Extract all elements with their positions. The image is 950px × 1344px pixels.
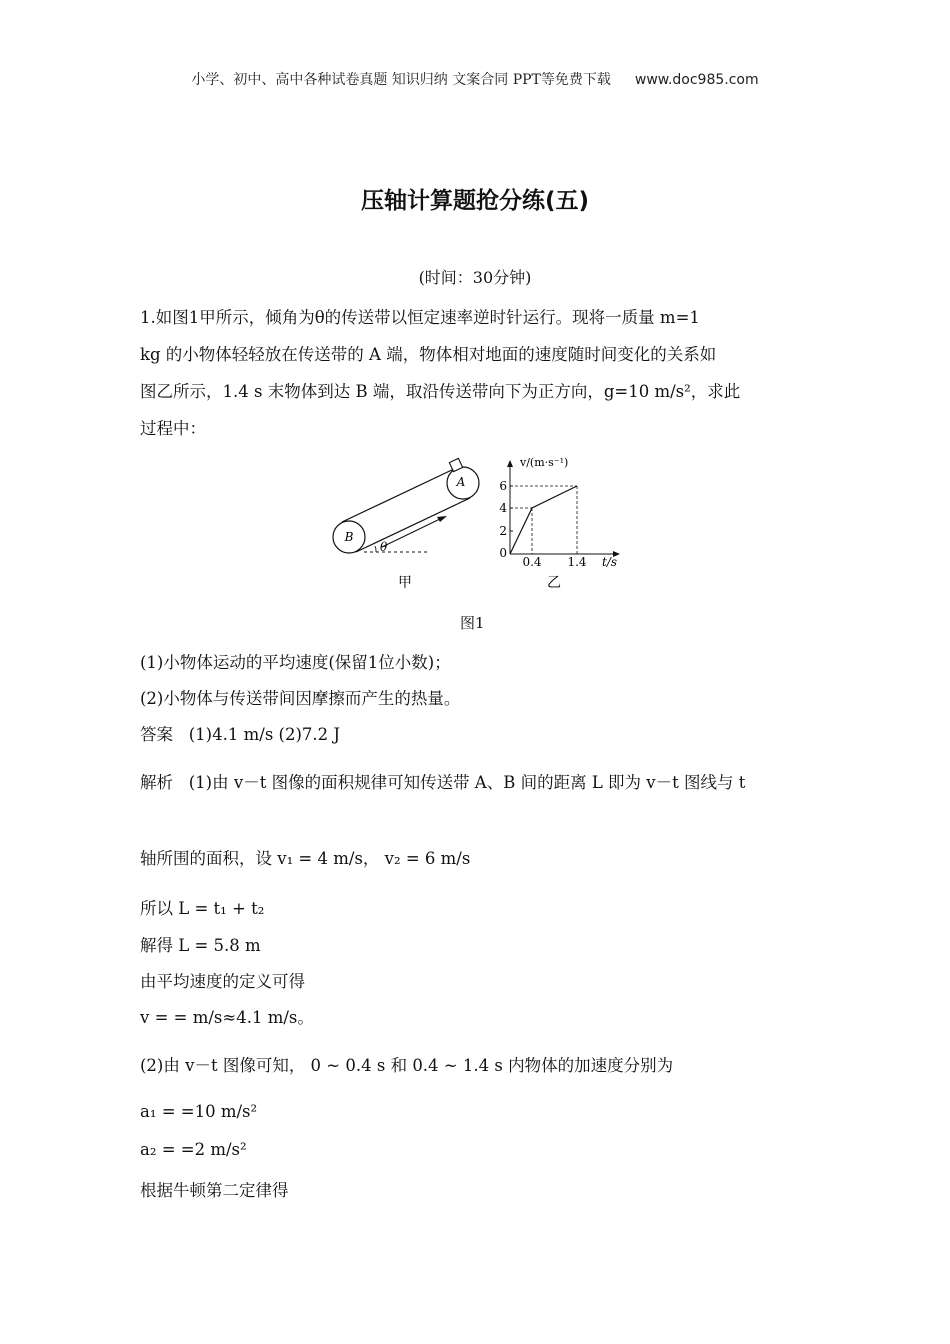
page-title: 压轴计算题抢分练(五) bbox=[360, 188, 590, 214]
y-tick-0: 0 bbox=[499, 546, 507, 560]
belt-bottom bbox=[356, 498, 470, 552]
velocity-line bbox=[510, 486, 577, 554]
x-tick-1-4: 1.4 bbox=[567, 555, 587, 569]
motion-arrow bbox=[382, 518, 442, 547]
y-axis-arrow bbox=[507, 460, 513, 467]
problem-line-4: 过程中： bbox=[140, 419, 206, 438]
analysis-line-1 bbox=[140, 769, 745, 793]
analysis-line-4: 解得 L = 5.8 m bbox=[140, 936, 261, 955]
x-axis-label: t/s bbox=[602, 555, 618, 569]
y-tick-2: 2 bbox=[499, 524, 507, 538]
caption-yi: 乙 bbox=[547, 575, 561, 591]
answer-label: 答案 bbox=[140, 725, 173, 744]
question-1: (1)小物体运动的平均速度(保留1位小数)； bbox=[140, 653, 451, 672]
figure-caption: 图1 bbox=[460, 614, 485, 632]
problem-line-1: 1.如图1甲所示，倾角为θ的传送带以恒定速率逆时针运行。现将一质量 m=1 bbox=[140, 308, 700, 327]
analysis-line-5: 由平均速度的定义可得 bbox=[140, 972, 305, 991]
caption-jia: 甲 bbox=[398, 575, 412, 591]
arrowhead bbox=[437, 516, 447, 522]
label-theta: θ bbox=[380, 540, 388, 554]
figure-1 bbox=[320, 450, 640, 600]
label-b: B bbox=[344, 530, 354, 544]
problem-line-2: kg 的小物体轻轻放在传送带的 A 端，物体相对地面的速度随时间变化的关系如 bbox=[140, 345, 717, 364]
y-tick-4: 4 bbox=[499, 501, 507, 515]
analysis-line-9: a₂ = =2 m/s² bbox=[140, 1140, 247, 1159]
analysis-line-6: v = = m/s≈4.1 m/s。 bbox=[140, 1008, 314, 1027]
page-header bbox=[0, 69, 950, 89]
y-axis-label: v/(m·s⁻¹) bbox=[520, 456, 569, 469]
x-tick-0-4: 0.4 bbox=[522, 555, 542, 569]
question-2: (2)小物体与传送带间因摩擦而产生的热量。 bbox=[140, 689, 461, 708]
belt-top bbox=[342, 468, 456, 522]
vt-graph bbox=[499, 456, 620, 591]
answer-line bbox=[140, 721, 340, 745]
angle-arc bbox=[375, 546, 376, 552]
time-note: (时间：30分钟) bbox=[418, 268, 532, 287]
analysis-line-3: 所以 L = t₁ + t₂ bbox=[140, 899, 265, 918]
answer-text: (1)4.1 m/s (2)7.2 J bbox=[188, 725, 340, 744]
header-url[interactable]: www.doc985.com bbox=[634, 72, 759, 88]
conveyor-diagram bbox=[333, 458, 479, 591]
header-text: 小学、初中、高中各种试卷真题 知识归纳 文案合同 PPT等免费下载 bbox=[191, 72, 611, 88]
analysis-line-2: 轴所围的面积，设 v₁ = 4 m/s， v₂ = 6 m/s bbox=[140, 849, 471, 868]
problem-line-3: 图乙所示，1.4 s 末物体到达 B 端，取沿传送带向下为正方向，g=10 m/s²，求此 bbox=[140, 382, 741, 401]
analysis-line-7: (2)由 v－t 图像可知， 0 ~ 0.4 s 和 0.4 ~ 1.4 s 内物体的加速度分别为 bbox=[140, 1056, 674, 1075]
analysis-line-8: a₁ = =10 m/s² bbox=[140, 1102, 258, 1121]
analysis-text-1: (1)由 v－t 图像的面积规律可知传送带 A、B 间的距离 L 即为 v－t 图线与 t bbox=[188, 773, 746, 792]
y-tick-6: 6 bbox=[499, 479, 507, 493]
analysis-line-10: 根据牛顿第二定律得 bbox=[140, 1181, 289, 1200]
label-a: A bbox=[456, 475, 466, 489]
analysis-label: 解析 bbox=[140, 773, 173, 792]
